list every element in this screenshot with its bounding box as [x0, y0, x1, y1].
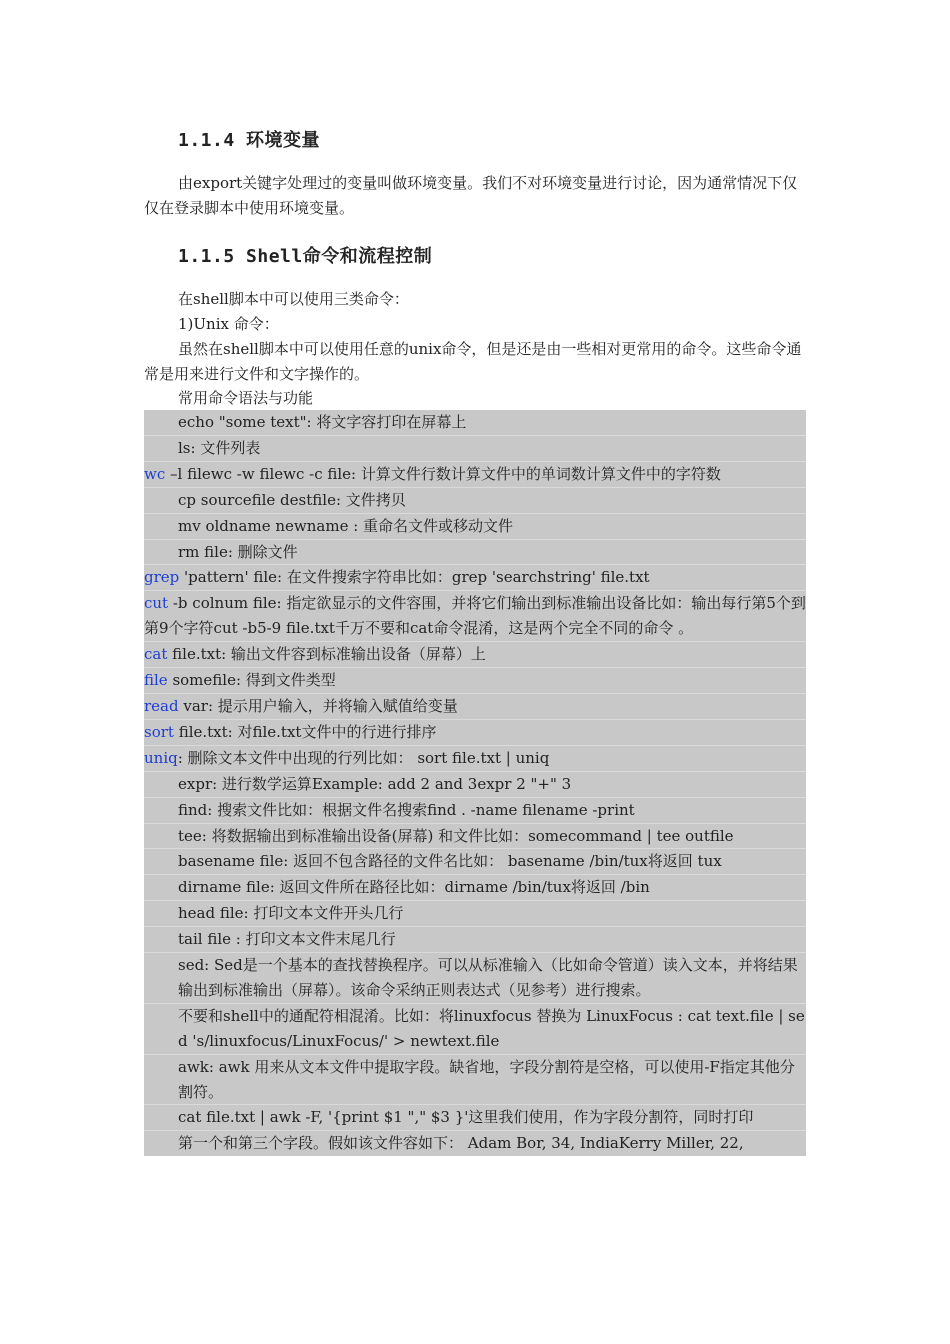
command-row [144, 746, 806, 772]
command-description: ls: 文件列表 [178, 438, 261, 457]
command-row [144, 668, 806, 694]
command-row [144, 901, 806, 927]
command-description: tail file : 打印文本文件末尾几行 [178, 930, 396, 949]
command-row [144, 565, 806, 591]
command-row [144, 1004, 806, 1055]
paragraph-environment-variables: 由export关键字处理过的变量叫做环境变量。我们不对环境变量进行讨论，因为通常情况下仅仅在登录脚本中使用环境变量。 [144, 174, 798, 217]
command-description: : 删除文本文件中出现的行列比如： sort file.txt | uniq [177, 748, 550, 767]
command-description: var: 提示用户输入，并将输入赋值给变量 [178, 696, 458, 715]
command-description: -b colnum file: 指定欲显示的文件容围，并将它们输出到标准输出设备比如：输出每行第5个到第9个字符cut -b5-9 file.txt千万不要和cat命令混淆，这是两个完全不同的命令 。 [144, 594, 806, 638]
command-description: file.txt: 对file.txt文件中的行进行排序 [173, 722, 437, 741]
command-row [144, 720, 806, 746]
command-keyword: read [144, 696, 179, 715]
command-row [144, 540, 806, 566]
command-row [144, 1055, 806, 1106]
command-keyword: file [144, 671, 168, 690]
command-description: expr: 进行数学运算Example: add 2 and 3expr 2 "+" 3 [178, 774, 572, 793]
command-description: cat file.txt | awk -F, '{print $1 "," $3 }'这里我们使用，作为字段分割符，同时打印 [178, 1108, 754, 1127]
command-row [144, 410, 806, 436]
command-row [144, 772, 806, 798]
command-description: –l filewc -w filewc -c file: 计算文件行数计算文件中的单词数计算文件中的字符数 [165, 464, 721, 483]
command-description: echo "some text": 将文字容打印在屏幕上 [178, 413, 467, 431]
command-row [144, 798, 806, 824]
heading-shell-commands: 1.1.5 Shell命令和流程控制 [178, 246, 433, 267]
command-row [144, 488, 806, 514]
command-row [144, 694, 806, 720]
command-list-caption: 常用命令语法与功能 [178, 389, 314, 407]
command-row [144, 824, 806, 850]
command-keyword: cut [144, 594, 169, 613]
command-description: rm file: 删除文件 [178, 542, 298, 561]
command-keyword: grep [144, 568, 180, 587]
command-description: tee: 将数据输出到标准输出设备(屏幕) 和文件比如：somecommand | tee outfile [178, 826, 734, 845]
command-row [144, 875, 806, 901]
command-row [144, 927, 806, 953]
command-row [144, 436, 806, 462]
command-description: file.txt: 输出文件容到标准输出设备（屏幕）上 [167, 645, 486, 664]
intro-paragraph: 虽然在shell脚本中可以使用任意的unix命令，但是还是由一些相对更常用的命令。这些命令通常是用来进行文件和文字操作的。 [144, 340, 802, 383]
command-row [144, 642, 806, 668]
command-row [144, 591, 806, 642]
command-description: basename file: 返回不包含路径的文件名比如： basename /bin/tux将返回 tux [178, 852, 722, 871]
command-row [144, 514, 806, 540]
command-row [144, 849, 806, 875]
command-description: cp sourcefile destfile: 文件拷贝 [178, 490, 406, 509]
command-row [144, 1105, 806, 1131]
command-list [144, 410, 806, 1156]
command-description: find: 搜索文件比如：根据文件名搜索find . -name filename -print [178, 800, 635, 819]
command-description: 第一个和第三个字段。假如该文件容如下： Adam Bor, 34, IndiaKerry Miller, 22, [178, 1134, 744, 1153]
command-row [144, 1131, 806, 1156]
intro-text-2: 1)Unix 命令： [178, 315, 279, 333]
command-row [144, 462, 806, 488]
heading-environment-variables: 1.1.4 环境变量 [178, 130, 321, 151]
command-description: 不要和shell中的通配符相混淆。比如：将linuxfocus 替换为 LinuxFocus : cat text.file | sed 's/linuxfocus/LinuxFocus/' > newtext.file [178, 1006, 805, 1050]
intro-text-1: 在shell脚本中可以使用三类命令： [178, 290, 409, 308]
command-description: somefile: 得到文件类型 [167, 671, 336, 690]
command-description: awk: awk 用来从文本文件中提取字段。缺省地，字段分割符是空格，可以使用-F指定其他分割符。 [178, 1057, 795, 1101]
command-keyword: sort [144, 722, 174, 741]
command-keyword: uniq [144, 748, 178, 767]
command-description: dirname file: 返回文件所在路径比如：dirname /bin/tux将返回 /bin [178, 878, 650, 897]
command-keyword: cat [144, 645, 168, 664]
command-description: 'pattern' file: 在文件搜索字符串比如：grep 'searchstring' file.txt [179, 568, 650, 587]
command-description: mv oldname newname : 重命名文件或移动文件 [178, 516, 514, 535]
command-description: sed: Sed是一个基本的查找替换程序。可以从标准输入（比如命令管道）读入文本，并将结果输出到标准输出（屏幕）。该命令采纳正则表达式（见参考）进行搜索。 [178, 956, 798, 999]
command-keyword: wc [144, 464, 166, 483]
command-description: head file: 打印文本文件开头几行 [178, 904, 404, 923]
command-row [144, 953, 806, 1004]
